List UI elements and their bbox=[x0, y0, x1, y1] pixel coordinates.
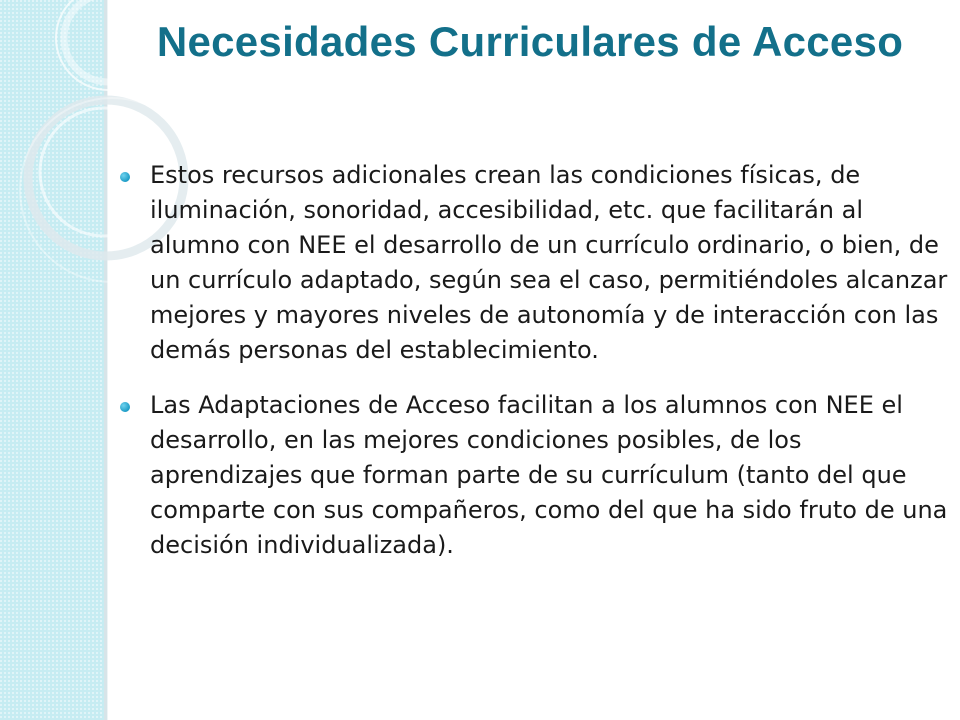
bullet-dot-icon bbox=[120, 402, 130, 412]
bullet-text: Las Adaptaciones de Acceso facilitan a los alumnos con NEE el desarrollo, en las mejores condiciones posibles, de los aprendizajes que forman parte de su currículum (tanto del que comparte con sus compañeros, como del que ha sido fruto de una decisión individualizada). bbox=[150, 391, 948, 559]
slide-title: Necesidades Curriculares de Acceso bbox=[156, 18, 904, 65]
bullet-item bbox=[120, 388, 950, 563]
bullet-list bbox=[120, 158, 950, 583]
bullet-item bbox=[120, 158, 950, 368]
bullet-dot-icon bbox=[120, 172, 130, 182]
bullet-text: Estos recursos adicionales crean las condiciones físicas, de iluminación, sonoridad, accesibilidad, etc. que facilitarán al alumno con NEE el desarrollo de un currículo ordinario, o bien, de un currículo adaptado, según sea el caso, permitiéndoles alcanzar mejores y mayores niveles de autonomía y de interacción con las demás personas del establecimiento. bbox=[150, 161, 948, 364]
